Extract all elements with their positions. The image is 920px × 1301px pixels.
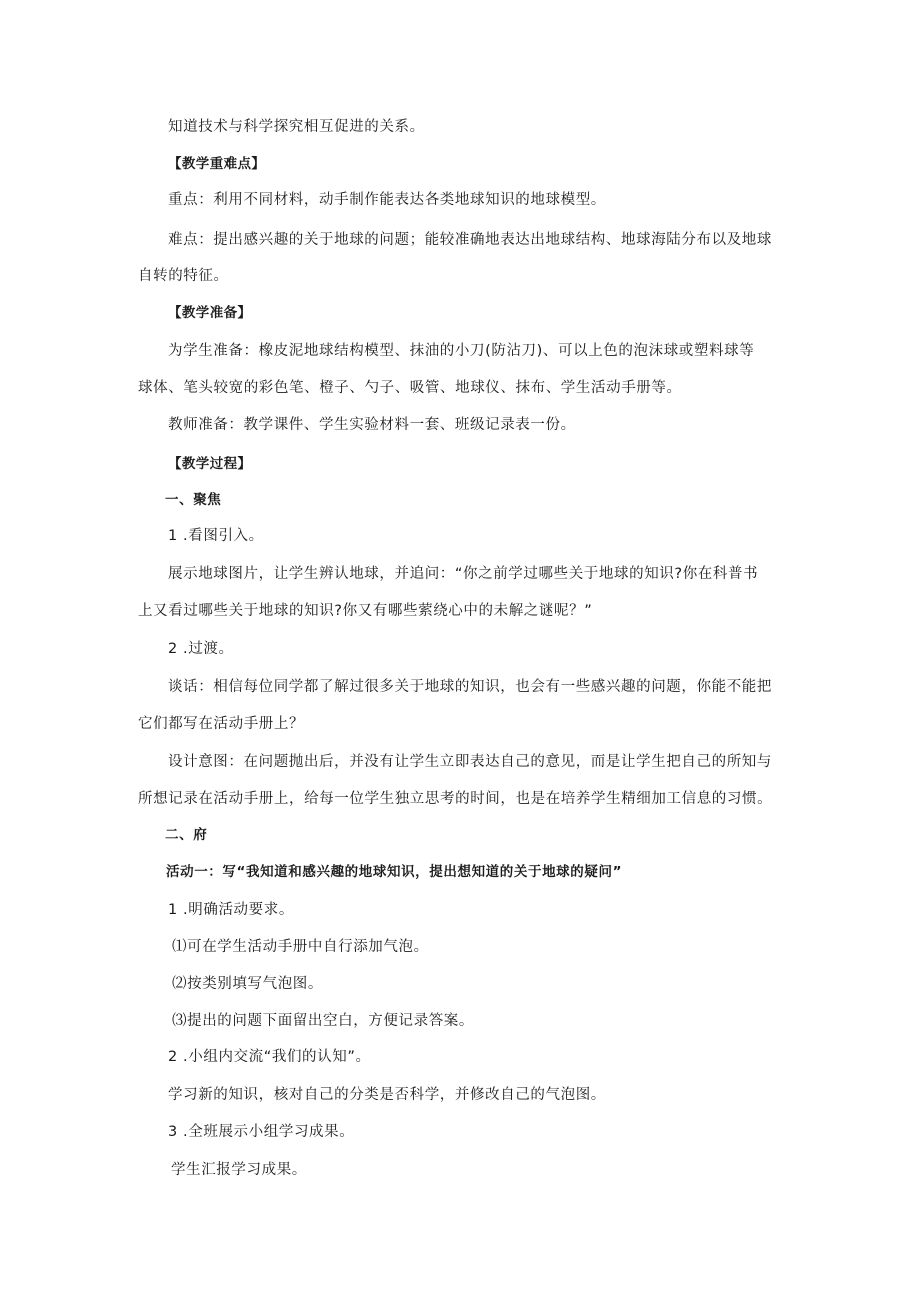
step2-text-line2: 它们都写在活动手册上？ — [138, 716, 305, 732]
step1-text-line1: 展示地球图片，让学生辨认地球，并追问：“你之前学过哪些关于地球的知识?你在科普书 — [168, 566, 759, 582]
activity-step3: 3 .全班展示小组学习成果。 — [168, 1124, 355, 1140]
key-points-heading: 【教学重难点】 — [168, 156, 266, 172]
activity-sub3: ⑶提出的问题下面留出空白，方便记录答案。 — [172, 1013, 474, 1029]
process-heading: 【教学过程】 — [168, 456, 252, 472]
activity-step1: 1 .明确活动要求。 — [168, 902, 294, 918]
intro-line: 知道技术与科学探究相互促进的关系。 — [168, 119, 425, 135]
student-preparation-line2: 球体、笔头较宽的彩色笔、橙子、勺子、吸管、地球仪、抹布、学生活动手册等。 — [138, 380, 682, 396]
preparation-heading: 【教学准备】 — [168, 305, 252, 321]
teacher-preparation: 教师准备：教学课件、学生实验材料一套、班级记录表一份。 — [168, 417, 576, 433]
design-intent-line2: 所想记录在活动手册上，给每一位学生独立思考的时间，也是在培养学生精细加工信息的习惯。 — [138, 791, 773, 807]
student-preparation-line1: 为学生准备：橡皮泥地球结构模型、抹油的小刀(防沾刀)、可以上色的泡沫球或塑料球等 — [168, 343, 755, 359]
activity-step3-text: 学生汇报学习成果。 — [171, 1162, 307, 1178]
key-difficulty-line2: 自转的特征。 — [138, 268, 229, 284]
step1-text-line2: 上又看过哪些关于地球的知识?你又有哪些萦绕心中的未解之谜呢？” — [138, 603, 593, 619]
key-focus: 重点：利用不同材料，动手制作能表达各类地球知识的地球模型。 — [168, 192, 606, 208]
step2-text-line1: 谈话：相信每位同学都了解过很多关于地球的知识，也会有一些感兴趣的问题，你能不能把 — [168, 679, 772, 695]
section2-title: 二、府 — [165, 827, 208, 843]
step2: 2 .过渡。 — [168, 641, 234, 657]
section1-title: 一、聚焦 — [165, 492, 222, 508]
activity-step2-text: 学习新的知识，核对自己的分类是否科学，并修改自己的气泡图。 — [168, 1087, 606, 1103]
activity1-title: 活动一：写“我知道和感兴趣的地球知识，提出想知道的关于地球的疑问” — [166, 864, 623, 880]
activity-sub1: ⑴可在学生活动手册中自行添加气泡。 — [172, 939, 429, 955]
design-intent-line1: 设计意图：在问题抛出后，并没有让学生立即表达自己的意见，而是让学生把自己的所知与 — [168, 754, 772, 770]
step1: 1 .看图引入。 — [168, 528, 264, 544]
activity-step2: 2 .小组内交流“我们的认知”。 — [168, 1049, 371, 1065]
activity-sub2: ⑵按类别填写气泡图。 — [172, 976, 323, 992]
key-difficulty-line1: 难点：提出感兴趣的关于地球的问题；能较准确地表达出地球结构、地球海陆分布以及地球 — [168, 232, 772, 248]
